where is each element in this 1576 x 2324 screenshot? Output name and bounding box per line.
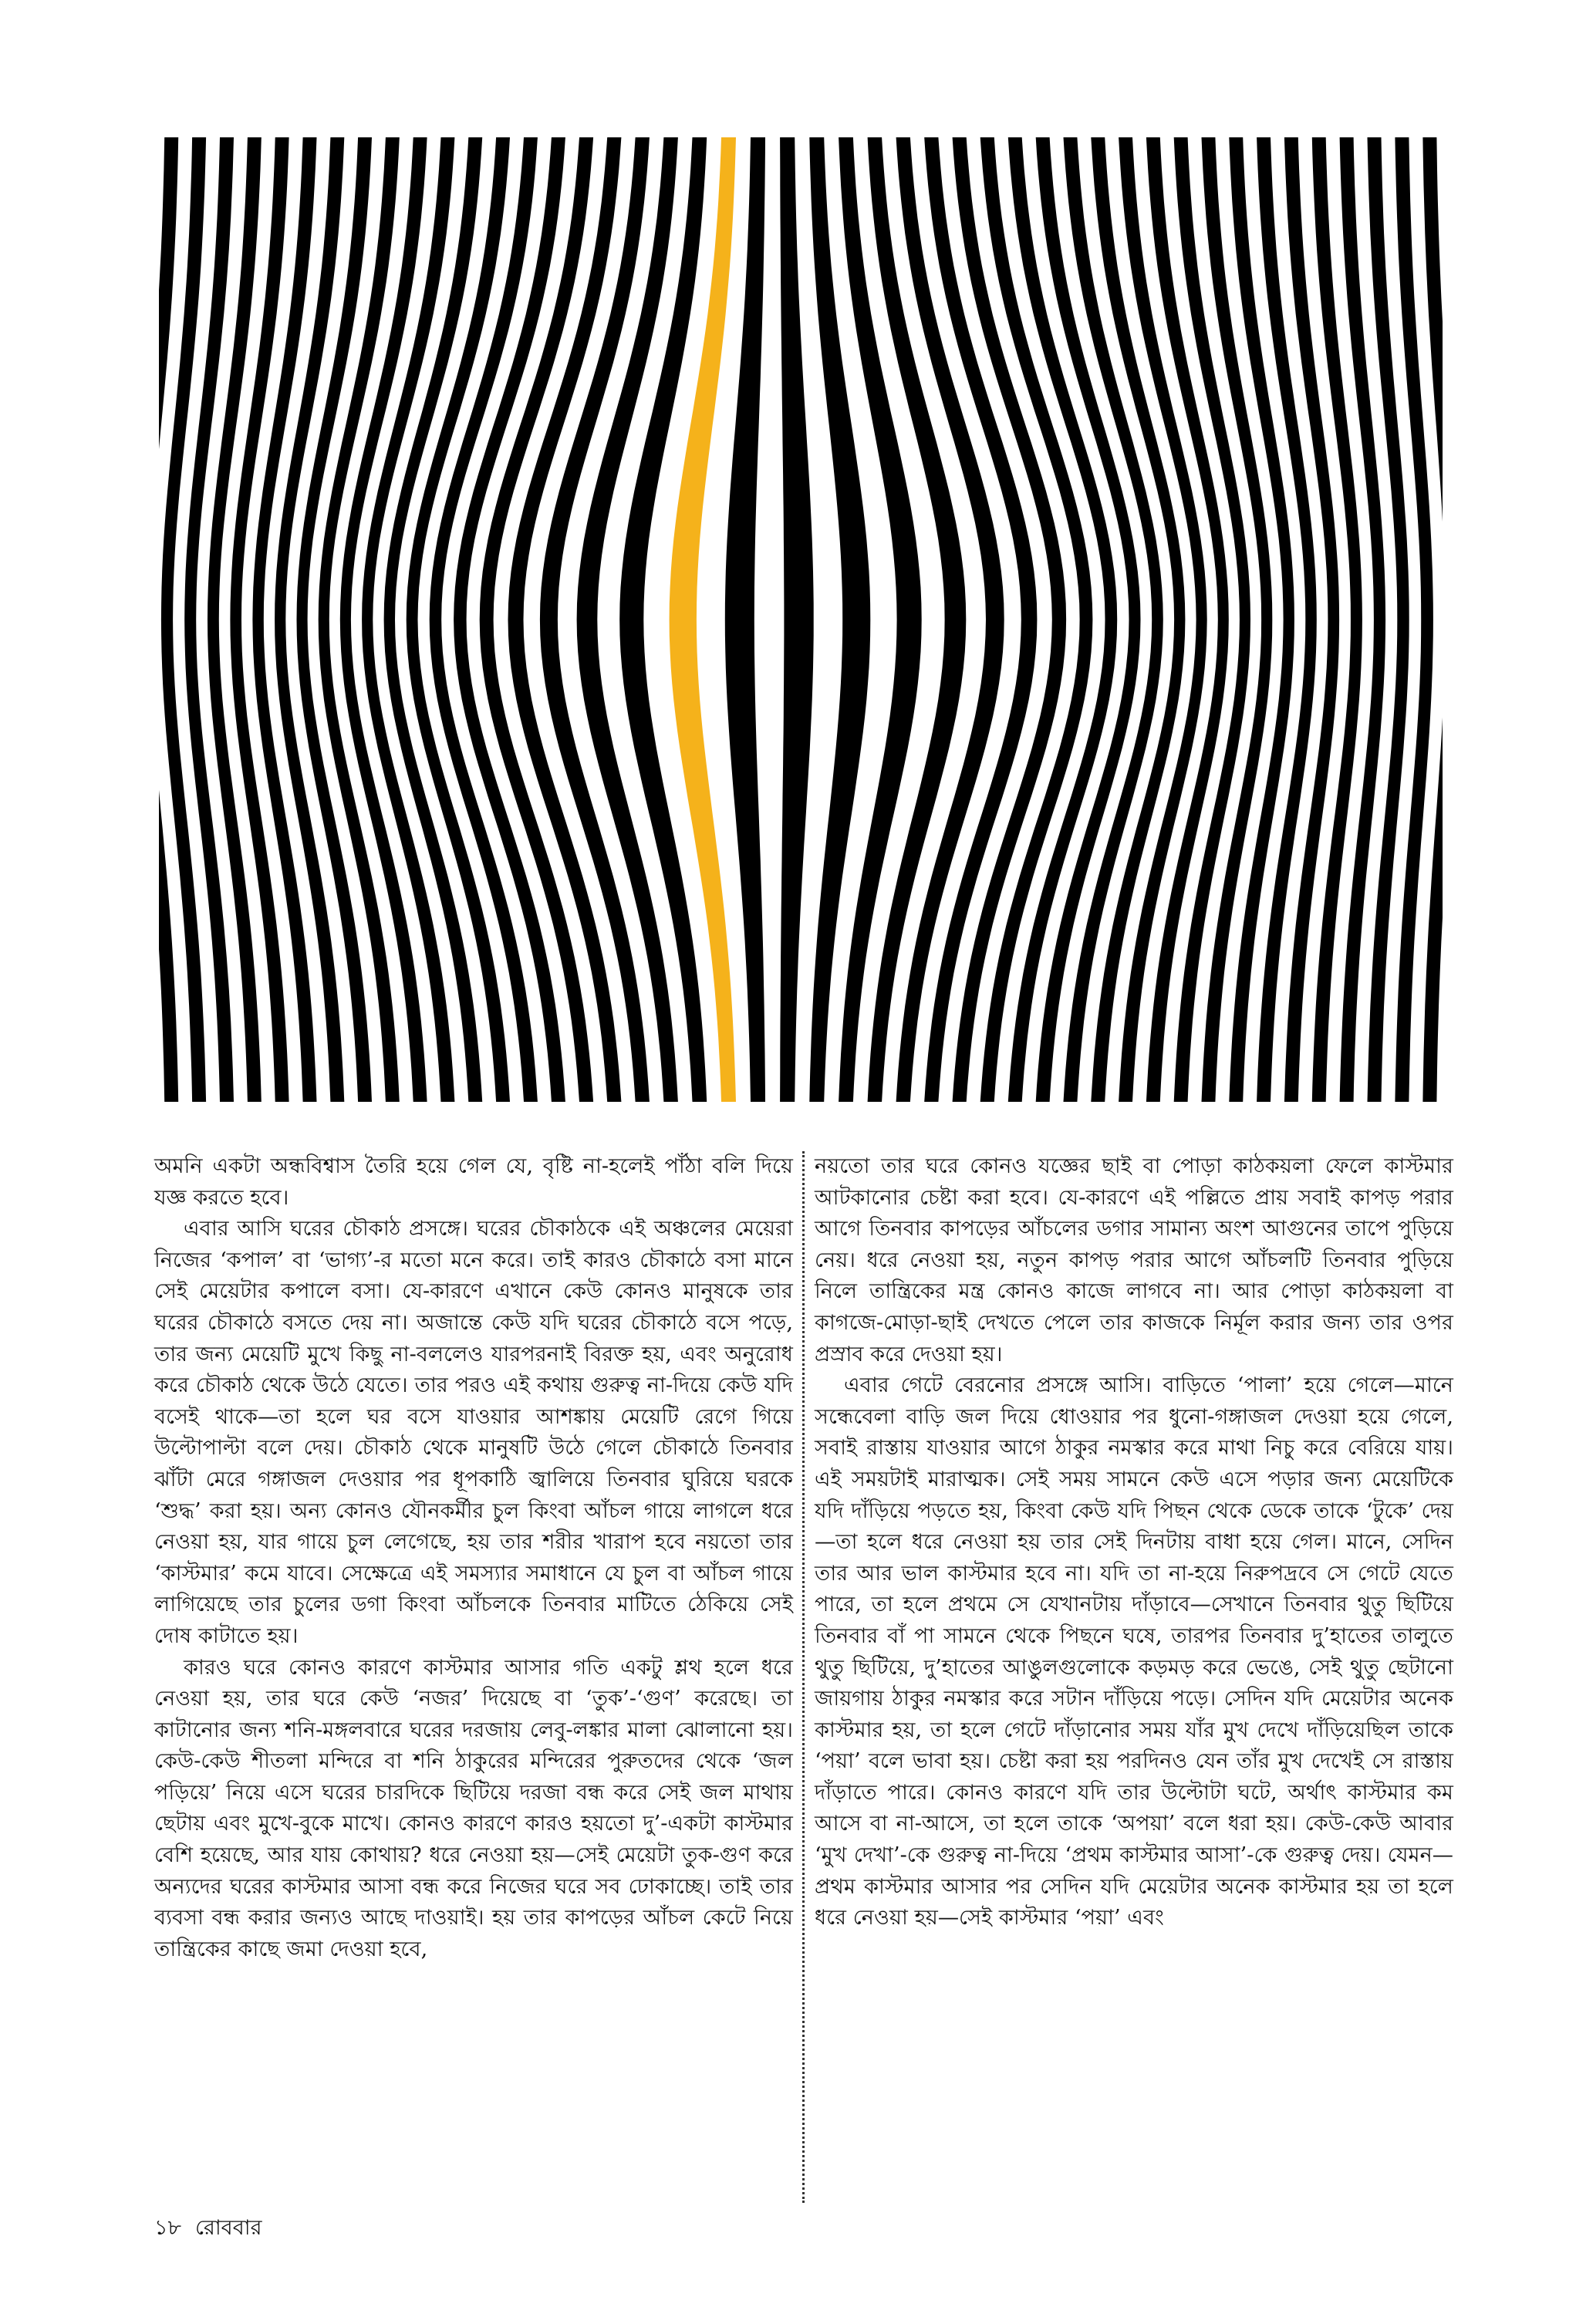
column-divider bbox=[802, 1151, 805, 2203]
article-paragraph: কারও ঘরে কোনও কারণে কাস্টমার আসার গতি একটু শ্লথ হলে ধরে নেওয়া হয়, তার ঘরে কেউ ‘নজর’ দিয়েছে বা ‘তুক’-‘গুণ’ করেছে। তা কাটানোর জন্য শনি-মঙ্গলবারে ঘরের দরজায় লেবু-লঙ্কার মালা ঝোলানো হয়। কেউ-কেউ শীতলা মন্দিরে বা শনি ঠাকুরের মন্দিরের পুরুতদের থেকে ‘জল পড়িয়ে’ নিয়ে এসে ঘরের চারদিকে ছিটিয়ে দরজা বন্ধ করে সেই জল মাথায় ছেটায় এবং মুখে-বুকে মাখে। কোনও কারণে কারও হয়তো দু’-একটা কাস্টমার বেশি হয়েছে, আর যায় কোথায়? ধরে নেওয়া হয়—সেই মেয়েটা তুক-গুণ করে অন্যদের ঘরের কাস্টমার আসা বন্ধ করে নিজের ঘরে সব ঢোকাচ্ছে। তাই তার ব্যবসা বন্ধ করার জন্যও আছে দাওয়াই। হয় তার কাপড়ের আঁচল কেটে নিয়ে তান্ত্রিকের কাছে জমা দেওয়া হবে, bbox=[154, 1655, 793, 1961]
article-paragraph: এবার আসি ঘরের চৌকাঠ প্রসঙ্গে। ঘরের চৌকাঠকে এই অঞ্চলের মেয়েরা নিজের ‘কপাল’ বা ‘ভাগ্য’-র মতো মনে করে। তাই কারও চৌকাঠে বসা মানে সেই মেয়েটার কপালে বসা। যে-কারণে এখানে কেউ কোনও মানুষকে তার ঘরের চৌকাঠে বসতে দেয় না। অজান্তে কেউ যদি ঘরের চৌকাঠে বসে পড়ে, তার জন্য মেয়েটি মুখে কিছু না-বললেও যারপরনাই বিরক্ত হয়, এবং অনুরোধ করে চৌকাঠ থেকে উঠে যেতে। তার পরও এই কথায় গুরুত্ব না-দিয়ে কেউ যদি বসেই থাকে—তা হলে ঘর বসে যাওয়ার আশঙ্কায় মেয়েটি রেগে গিয়ে উল্টোপাল্টা বলে দেয়। চৌকাঠ থেকে মানুষটি উঠে গেলে চৌকাঠে তিনবার ঝাঁটা মেরে গঙ্গাজল দেওয়ার পর ধূপকাঠি জ্বালিয়ে তিনবার ঘুরিয়ে ঘরকে ‘শুদ্ধ’ করা হয়। অন্য কোনও যৌনকর্মীর চুল কিংবা আঁচল গায়ে লাগলে ধরে নেওয়া হয়, যার গায়ে চুল লেগেছে, হয় তার শরীর খারাপ হবে নয়তো তার ‘কাস্টমার’ কমে যাবে। সেক্ষেত্রে এই সমস্যার সমাধানে যে চুল বা আঁচল গায়ে লাগিয়েছে তার চুলের ডগা কিংবা আঁচলকে তিনবার মাটিতে ঠেকিয়ে সেই দোষ কাটাতে হয়। bbox=[154, 1217, 793, 1648]
article-paragraph: নয়তো তার ঘরে কোনও যজ্ঞের ছাই বা পোড়া কাঠকয়লা ফেলে কাস্টমার আটকানোর চেষ্টা করা হবে। যে-কারণে এই পল্লিতে প্রায় সবাই কাপড় পরার আগে তিনবার কাপড়ের আঁচলের ডগার সামান্য অংশ আগুনের তাপে পুড়িয়ে নেয়। ধরে নেওয়া হয়, নতুন কাপড় পরার আগে আঁচলটি তিনবার পুড়িয়ে নিলে তান্ত্রিকের মন্ত্র কোনও কাজে লাগবে না। আর পোড়া কাঠকয়লা বা কাগজে-মোড়া-ছাই দেখতে পেলে তার কাজকে নির্মূল করার জন্য তার ওপর প্রস্রাব করে দেওয়া হয়। bbox=[815, 1154, 1453, 1366]
article-paragraph: অমনি একটা অন্ধবিশ্বাস তৈরি হয়ে গেল যে, বৃষ্টি না-হলেই পাঁঠা বলি দিয়ে যজ্ঞ করতে হবে। bbox=[154, 1154, 793, 1210]
publication-name: রোববার bbox=[195, 2216, 262, 2240]
article-column-right bbox=[815, 1151, 1453, 1934]
page-number: ১৮ bbox=[154, 2216, 182, 2240]
page-footer bbox=[154, 2214, 275, 2242]
op-art-striped-illustration bbox=[159, 137, 1443, 1102]
article-column-left bbox=[154, 1151, 793, 1965]
article-paragraph: এবার গেটে বেরনোর প্রসঙ্গে আসি। বাড়িতে ‘পালা’ হয়ে গেলে—মানে সন্ধেবেলা বাড়ি জল দিয়ে ধোওয়ার পর ধুনো-গঙ্গাজল দেওয়া হয়ে গেলে, সবাই রাস্তায় যাওয়ার আগে ঠাকুর নমস্কার করে মাথা নিচু করে বেরিয়ে যায়। এই সময়টাই মারাত্মক। সেই সময় সামনে কেউ এসে পড়ার জন্য মেয়েটিকে যদি দাঁড়িয়ে পড়তে হয়, কিংবা কেউ যদি পিছন থেকে ডেকে তাকে ‘টুকে’ দেয়—তা হলে ধরে নেওয়া হয় তার সেই দিনটায় বাধা হয়ে গেল। মানে, সেদিন তার আর ভাল কাস্টমার হবে না। যদি তা না-হয়ে নিরুপদ্রবে সে গেটে যেতে পারে, তা হলে প্রথমে সে যেখানটায় দাঁড়াবে—সেখানে তিনবার থুতু ছিটিয়ে তিনবার বাঁ পা সামনে থেকে পিছনে ঘষে, তারপর তিনবার দু’হাতের তালুতে থুতু ছিটিয়ে, দু’হাতের আঙুলগুলোকে কড়মড় করে ভেঙে, সেই থুতু ছেটানো জায়গায় ঠাকুর নমস্কার করে সটান দাঁড়িয়ে পড়ে। সেদিন যদি মেয়েটার অনেক কাস্টমার হয়, তা হলে গেটে দাঁড়ানোর সময় যাঁর মুখ দেখে দাঁড়িয়েছিল তাকে ‘পয়া’ বলে ভাবা হয়। চেষ্টা করা হয় পরদিনও যেন তাঁর মুখ দেখেই সে রাস্তায় দাঁড়াতে পারে। কোনও কারণে যদি তার উল্টোটা ঘটে, অর্থাৎ কাস্টমার কম আসে বা না-আসে, তা হলে তাকে ‘অপয়া’ বলে ধরা হয়। কেউ-কেউ আবার ‘মুখ দেখা’-কে গুরুত্ব না-দিয়ে ‘প্রথম কাস্টমার আসা’-কে গুরুত্ব দেয়। যেমন—প্রথম কাস্টমার আসার পর সেদিন যদি মেয়েটার অনেক কাস্টমার হয় তা হলে ধরে নেওয়া হয়—সেই কাস্টমার ‘পয়া’ এবং bbox=[815, 1373, 1453, 1930]
